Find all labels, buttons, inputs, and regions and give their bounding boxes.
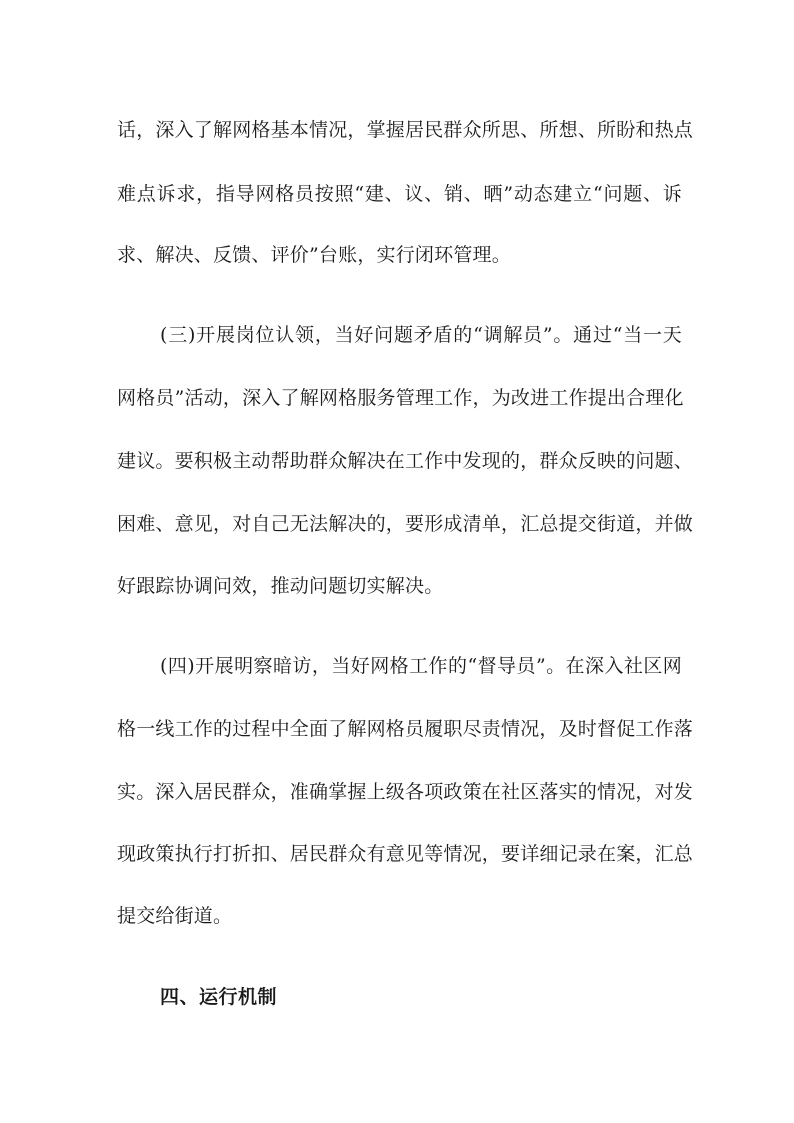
paragraph-2-line-4: 困难、意见，对自己无法解决的，要形成清单，汇总提交街道，并做	[117, 513, 694, 535]
paragraph-1-line-1: 话，深入了解网格基本情况，掌握居民群众所思、所想、所盼和热点	[117, 119, 694, 141]
paragraph-1-line-3: 求、解决、反馈、评价”台账，实行闭环管理。	[117, 244, 511, 266]
paragraph-2-line-1: (三)开展岗位认领，当好问题矛盾的“调解员”。通过“当一天	[160, 324, 682, 346]
paragraph-3-line-2: 格一线工作的过程中全面了解网格员履职尽责情况，及时督促工作落	[117, 718, 694, 740]
paragraph-2-line-5: 好跟踪协调问效，推动问题切实解决。	[117, 575, 444, 597]
paragraph-2-line-3: 建议。要积极主动帮助群众解决在工作中发现的，群众反映的问题、	[117, 450, 694, 472]
paragraph-3-line-4: 现政策执行打折扣、居民群众有意见等情况，要详细记录在案，汇总	[117, 843, 694, 865]
paragraph-1-line-2: 难点诉求，指导网格员按照“建、议、销、晒”动态建立“问题、诉	[117, 183, 682, 205]
paragraph-3-line-3: 实。深入居民群众，准确掌握上级各项政策在社区落实的情况，对发	[117, 781, 694, 803]
paragraph-3-line-1: (四)开展明察暗访，当好网格工作的“督导员”。在深入社区网	[160, 655, 682, 677]
paragraph-2-line-2: 网格员”活动，深入了解网格服务管理工作，为改进工作提出合理化	[117, 387, 684, 409]
paragraph-3-line-5: 提交给街道。	[117, 905, 233, 927]
section-heading-4: 四、运行机制	[160, 986, 278, 1008]
